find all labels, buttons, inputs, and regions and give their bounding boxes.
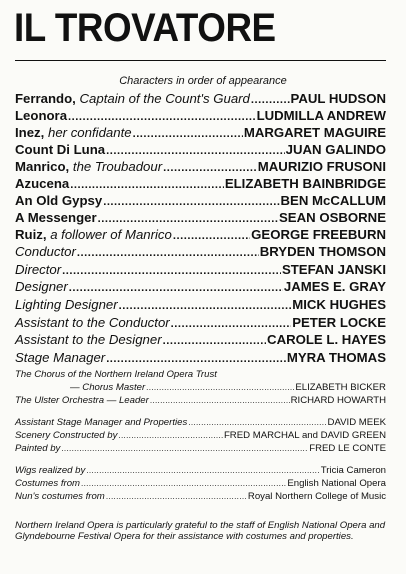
- cast-role: Ferrando, Captain of the Count's Guard: [15, 91, 250, 106]
- cast-role: Azucena: [15, 176, 70, 191]
- costume-row: [15, 464, 386, 477]
- staff-row: [15, 416, 386, 429]
- crew-name: CAROLE L. HAYES: [267, 332, 386, 348]
- staff-name: FRED LE CONTE: [309, 443, 386, 454]
- staff-role: Scenery Constructed by: [15, 430, 118, 441]
- crew-list: [15, 243, 386, 367]
- crew-name: MICK HUGHES: [292, 297, 386, 313]
- crew-name: PETER LOCKE: [292, 314, 386, 330]
- leader-dots: [77, 245, 259, 263]
- staff-row: [15, 429, 386, 442]
- costume-row: [15, 477, 386, 490]
- leader-dots: [81, 477, 286, 490]
- cast-role: Count Di Luna: [15, 142, 106, 157]
- leader-dots: [86, 464, 319, 477]
- cast-row: [15, 141, 386, 158]
- orchestra-row: [15, 394, 386, 407]
- crew-name: JAMES E. GRAY: [283, 279, 386, 295]
- crew-name: MYRA THOMAS: [286, 350, 386, 366]
- cast-list: [15, 90, 386, 243]
- crew-role: Stage Manager: [15, 350, 106, 366]
- cast-row: [15, 226, 386, 243]
- cast-name: PAUL HUDSON: [290, 91, 386, 106]
- cast-row: [15, 107, 386, 124]
- orchestra-role: The Ulster Orchestra — Leader: [15, 395, 149, 406]
- crew-row: [15, 349, 386, 367]
- cast-role: Manrico, the Troubadour: [15, 159, 163, 174]
- cast-row: [15, 158, 386, 175]
- crew-row: [15, 243, 386, 261]
- chorus-heading: The Chorus of the Northern Ireland Opera Trust: [15, 369, 217, 380]
- costume-role: Nun's costumes from: [15, 491, 105, 502]
- leader-dots: [61, 442, 308, 455]
- chorus-heading-row: [15, 368, 386, 381]
- cast-row: [15, 209, 386, 226]
- cast-role: An Old Gypsy: [15, 193, 103, 208]
- leader-dots: [103, 194, 279, 211]
- page-title: IL TROVATORE: [14, 6, 276, 50]
- leader-dots: [133, 126, 243, 143]
- cast-role: Inez, her confidante: [15, 125, 132, 140]
- leader-dots: [62, 263, 281, 281]
- leader-dots: [150, 394, 290, 407]
- cast-row: [15, 175, 386, 192]
- staff-role: Assistant Stage Manager and Properties: [15, 417, 188, 428]
- chorus-block: [15, 368, 386, 407]
- costume-role: Costumes from: [15, 478, 81, 489]
- chorus-master-row: [15, 381, 386, 394]
- crew-row: [15, 296, 386, 314]
- costume-name: Royal Northern College of Music: [247, 491, 386, 502]
- cast-name: SEAN OSBORNE: [279, 210, 386, 225]
- leader-dots: [146, 381, 294, 394]
- cast-name: BEN McCALLUM: [280, 193, 386, 208]
- cast-name: JUAN GALINDO: [285, 142, 386, 157]
- costume-role: Wigs realized by: [15, 465, 86, 476]
- crew-role: Lighting Designer: [15, 297, 118, 313]
- cast-role: A Messenger: [15, 210, 97, 225]
- crew-role: Director: [15, 261, 62, 277]
- costumes-block: [15, 464, 386, 503]
- crew-row: [15, 278, 386, 296]
- costume-name: English National Opera: [287, 478, 386, 489]
- leader-dots: [106, 351, 286, 369]
- crew-name: STEFAN JANSKI: [281, 261, 386, 277]
- cast-row: [15, 192, 386, 209]
- crew-role: Designer: [15, 279, 68, 295]
- cast-name: LUDMILLA ANDREW: [256, 108, 386, 123]
- staff-row: [15, 442, 386, 455]
- crew-role: Conductor: [15, 244, 76, 259]
- leader-dots: [118, 429, 223, 442]
- cast-role: Ruiz, a follower of Manrico: [15, 227, 172, 242]
- staff-block: [15, 416, 386, 455]
- crew-name: BRYDEN THOMSON: [259, 244, 386, 259]
- cast-name: MAURIZIO FRUSONI: [257, 159, 386, 174]
- cast-subtitle: Characters in order of appearance: [119, 75, 287, 87]
- crew-row: [15, 331, 386, 349]
- cast-name: GEORGE FREEBURN: [251, 227, 386, 242]
- staff-role: Painted by: [15, 443, 61, 454]
- crew-role: Assistant to the Conductor: [15, 314, 170, 330]
- cast-row: [15, 124, 386, 141]
- chorus-master-name: ELIZABETH BICKER: [295, 382, 386, 393]
- cast-name: MARGARET MAGUIRE: [243, 125, 386, 140]
- orchestra-name: RICHARD HOWARTH: [290, 395, 386, 406]
- crew-row: [15, 314, 386, 332]
- costume-row: [15, 490, 386, 503]
- title-rule: [15, 60, 386, 61]
- staff-name: FRED MARCHAL and DAVID GREEN: [223, 430, 386, 441]
- crew-row: [15, 261, 386, 279]
- chorus-master-role: — Chorus Master: [70, 382, 146, 393]
- costume-name: Tricia Cameron: [320, 465, 386, 476]
- leader-dots: [163, 333, 266, 351]
- cast-row: [15, 90, 386, 107]
- acknowledgement-note: Northern Ireland Opera is particularly grateful to the staff of English National Opera and Glyndebourne Festival Opera for their assistance with costumes and properties.: [15, 520, 386, 542]
- cast-name: ELIZABETH BAINBRIDGE: [224, 176, 386, 191]
- staff-name: DAVID MEEK: [327, 417, 386, 428]
- leader-dots: [188, 416, 326, 429]
- crew-role: Assistant to the Designer: [15, 332, 162, 348]
- cast-role: Leonora: [15, 108, 68, 123]
- leader-dots: [106, 490, 247, 503]
